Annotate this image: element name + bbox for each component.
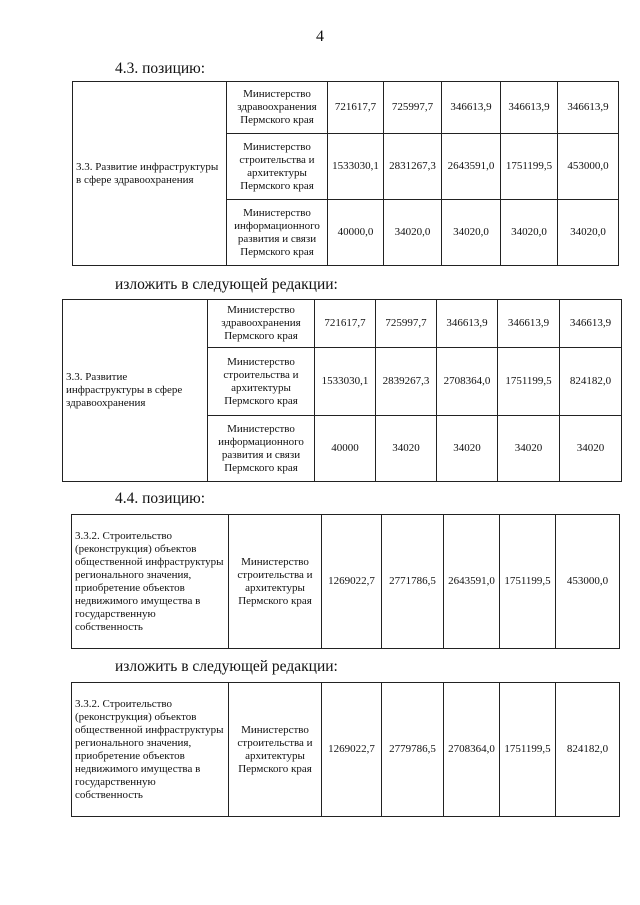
value-cell: 346613,9 (498, 300, 560, 348)
value-cell: 34020,0 (501, 200, 558, 266)
value-cell: 453000,0 (556, 515, 620, 649)
value-cell: 34020,0 (558, 200, 619, 266)
value-cell: 40000,0 (328, 200, 384, 266)
value-cell: 2708364,0 (444, 683, 500, 817)
value-cell: 1533030,1 (328, 134, 384, 200)
table-4-4-revised (71, 682, 620, 817)
value-cell: 2771786,5 (382, 515, 444, 649)
value-cell: 1751199,5 (501, 134, 558, 200)
section-heading-new-edition: изложить в следующей редакции: (115, 276, 338, 293)
category-cell: 3.3.2. Строительство (реконструкция) объектов общественной инфраструктуры регионального значения, приобретение объектов недвижимого имущества в государственную собственность (72, 515, 229, 649)
section-heading-new-edition-2: изложить в следующей редакции: (115, 658, 338, 675)
value-cell: 2643591,0 (442, 134, 501, 200)
value-cell: 34020 (437, 416, 498, 482)
table-row (63, 300, 622, 348)
page-number: 4 (316, 28, 324, 45)
section-heading-4-3: 4.3. позицию: (115, 60, 206, 77)
table-row (72, 515, 620, 649)
org-cell: Министерство здравоохранения Пермского края (227, 82, 328, 134)
value-cell: 824182,0 (556, 683, 620, 817)
value-cell: 34020,0 (384, 200, 442, 266)
section-heading-4-4: 4.4. позицию: (115, 490, 206, 507)
table-row (72, 683, 620, 817)
value-cell: 2779786,5 (382, 683, 444, 817)
value-cell: 721617,7 (315, 300, 376, 348)
org-cell: Министерство информационного развития и связи Пермского края (227, 200, 328, 266)
value-cell: 824182,0 (560, 348, 622, 416)
value-cell: 346613,9 (437, 300, 498, 348)
org-cell: Министерство строительства и архитектуры Пермского края (227, 134, 328, 200)
value-cell: 34020 (560, 416, 622, 482)
table-4-3-original (72, 81, 619, 266)
value-cell: 1751199,5 (498, 348, 560, 416)
value-cell: 725997,7 (376, 300, 437, 348)
value-cell: 1269022,7 (322, 515, 382, 649)
value-cell: 34020 (498, 416, 560, 482)
value-cell: 725997,7 (384, 82, 442, 134)
value-cell: 346613,9 (560, 300, 622, 348)
org-cell: Министерство строительства и архитектуры Пермского края (208, 348, 315, 416)
org-cell: Министерство здравоохранения Пермского края (208, 300, 315, 348)
value-cell: 1533030,1 (315, 348, 376, 416)
value-cell: 34020 (376, 416, 437, 482)
org-cell: Министерство строительства и архитектуры Пермского края (229, 515, 322, 649)
org-cell: Министерство информационного развития и связи Пермского края (208, 416, 315, 482)
value-cell: 1269022,7 (322, 683, 382, 817)
value-cell: 34020,0 (442, 200, 501, 266)
value-cell: 2708364,0 (437, 348, 498, 416)
value-cell: 2839267,3 (376, 348, 437, 416)
value-cell: 1751199,5 (500, 683, 556, 817)
table-4-4-original (71, 514, 620, 649)
value-cell: 1751199,5 (500, 515, 556, 649)
value-cell: 453000,0 (558, 134, 619, 200)
table-4-3-revised (62, 299, 622, 482)
value-cell: 40000 (315, 416, 376, 482)
value-cell: 2643591,0 (444, 515, 500, 649)
table-row (73, 82, 619, 134)
value-cell: 346613,9 (442, 82, 501, 134)
value-cell: 346613,9 (501, 82, 558, 134)
value-cell: 346613,9 (558, 82, 619, 134)
value-cell: 721617,7 (328, 82, 384, 134)
value-cell: 2831267,3 (384, 134, 442, 200)
category-cell: 3.3. Развитие инфраструктуры в сфере здравоохранения (63, 300, 208, 482)
category-cell: 3.3. Развитие инфраструктуры в сфере здравоохранения (73, 82, 227, 266)
org-cell: Министерство строительства и архитектуры Пермского края (229, 683, 322, 817)
category-cell: 3.3.2. Строительство (реконструкция) объектов общественной инфраструктуры регионального значения, приобретение объектов недвижимого имущества в государственную собственность (72, 683, 229, 817)
